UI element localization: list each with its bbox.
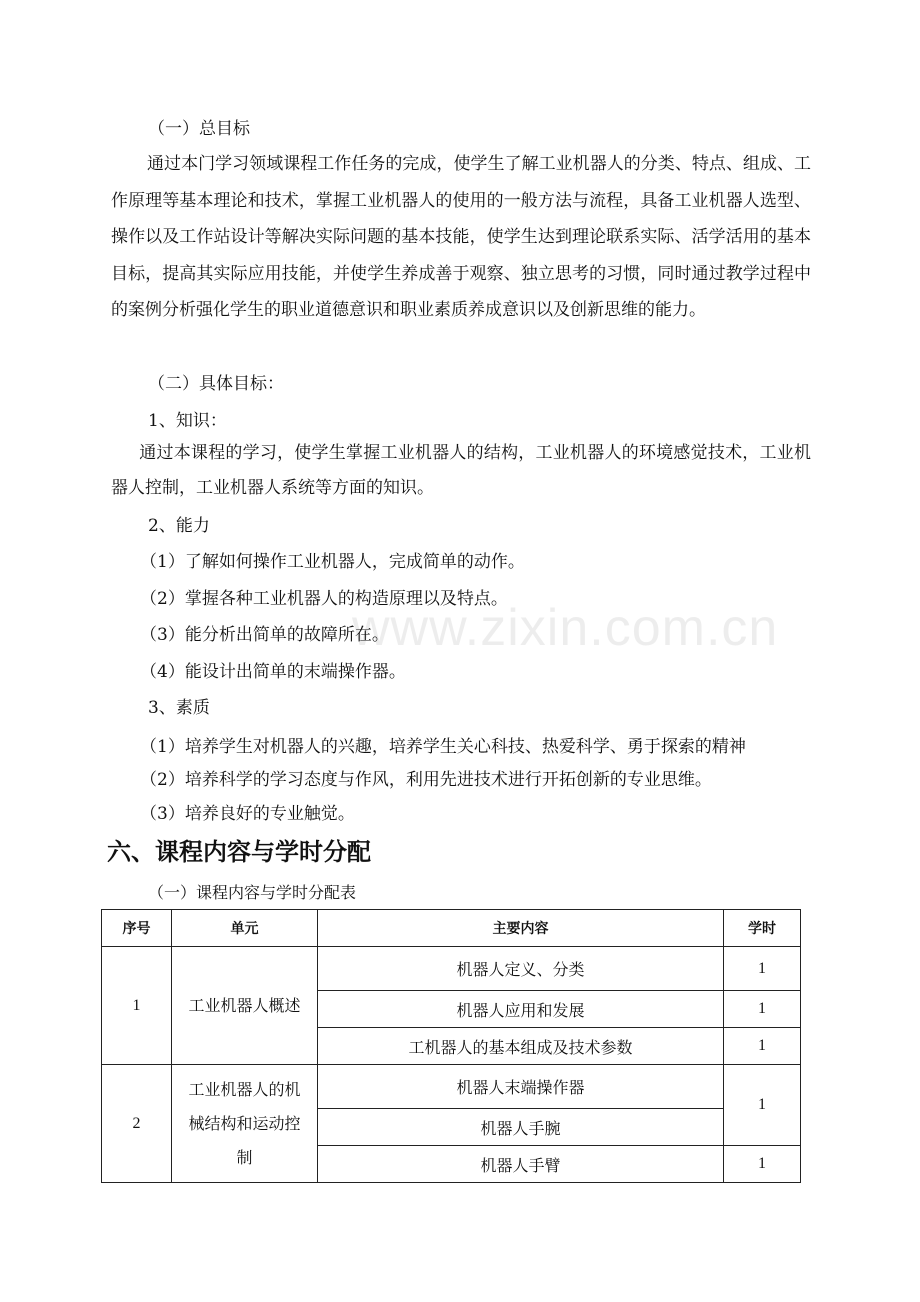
row-content: 机器人末端操作器 xyxy=(318,1065,724,1109)
row-hours: 1 xyxy=(724,991,801,1028)
knowledge-title: 1、知识： xyxy=(148,411,227,431)
quality-item: （1）培养学生对机器人的兴趣，培养学生关心科技、热爱科学、勇于探索的精神 xyxy=(140,737,746,757)
ability-item: （4）能设计出简单的末端操作器。 xyxy=(140,662,406,682)
quality-item: （2）培养科学的学习态度与作风，利用先进技术进行开拓创新的专业思维。 xyxy=(140,770,712,790)
ability-title: 2、能力 xyxy=(148,516,210,536)
watermark: www.zixin.com.cn xyxy=(352,599,779,657)
table-row xyxy=(102,1065,801,1109)
ability-item: （2）掌握各种工业机器人的构造原理以及特点。 xyxy=(140,589,508,609)
row-no: 1 xyxy=(102,947,172,1065)
row-unit xyxy=(172,947,318,1065)
row-hours: 1 xyxy=(724,947,801,991)
knowledge-text: 通过本课程的学习，使学生掌握工业机器人的结构，工业机器人的环境感觉技术，工业机器人控制，工业机器人系统等方面的知识。 xyxy=(111,443,811,498)
row-unit-text: 工业机器人概述 xyxy=(188,995,301,1015)
row-content: 机器人手腕 xyxy=(318,1109,724,1146)
quality-item: （3）培养良好的专业触觉。 xyxy=(140,804,355,824)
overall-goal-text: 通过本门学习领域课程工作任务的完成，使学生了解工业机器人的分类、特点、组成、工作原理等基本理论和技术，掌握工业机器人的使用的一般方法与流程，具备工业机器人选型、操作以及工作站设计等解决实际问题的基本技能，使学生达到理论联系实际、活学活用的基本目标，提高其实际应用技能，并使学生养成善于观察、独立思考的习惯，同时通过教学过程中的案例分析强化学生的职业道德意识和职业素质养成意识以及创新思维的能力。 xyxy=(111,154,811,320)
ability-item: （1）了解如何操作工业机器人，完成简单的动作。 xyxy=(140,552,525,572)
row-content: 机器人手臂 xyxy=(318,1146,724,1183)
section-heading: 六、课程内容与学时分配 xyxy=(107,838,371,866)
overall-goal-title: （一）总目标 xyxy=(148,119,250,139)
row-unit xyxy=(172,1065,318,1183)
row-content: 机器人应用和发展 xyxy=(318,991,724,1028)
row-hours: 1 xyxy=(724,1146,801,1183)
row-unit-text: 工业机器人的机械结构和运动控制 xyxy=(188,1079,301,1167)
header-no: 序号 xyxy=(102,910,172,947)
table-row xyxy=(102,947,801,991)
ability-item: （3）能分析出简单的故障所在。 xyxy=(140,625,389,645)
row-content: 机器人定义、分类 xyxy=(318,947,724,991)
header-content: 主要内容 xyxy=(318,910,724,947)
table-header-row xyxy=(102,910,801,947)
row-no: 2 xyxy=(102,1065,172,1183)
row-content: 工机器人的基本组成及技术参数 xyxy=(318,1028,724,1065)
row-hours: 1 xyxy=(724,1065,801,1146)
specific-goal-title: （二）具体目标： xyxy=(148,374,284,394)
row-hours: 1 xyxy=(724,1028,801,1065)
header-hours: 学时 xyxy=(724,910,801,947)
course-content-table xyxy=(101,909,801,1183)
table-caption: （一）课程内容与学时分配表 xyxy=(148,883,357,902)
quality-title: 3、素质 xyxy=(148,698,210,718)
header-unit: 单元 xyxy=(172,910,318,947)
